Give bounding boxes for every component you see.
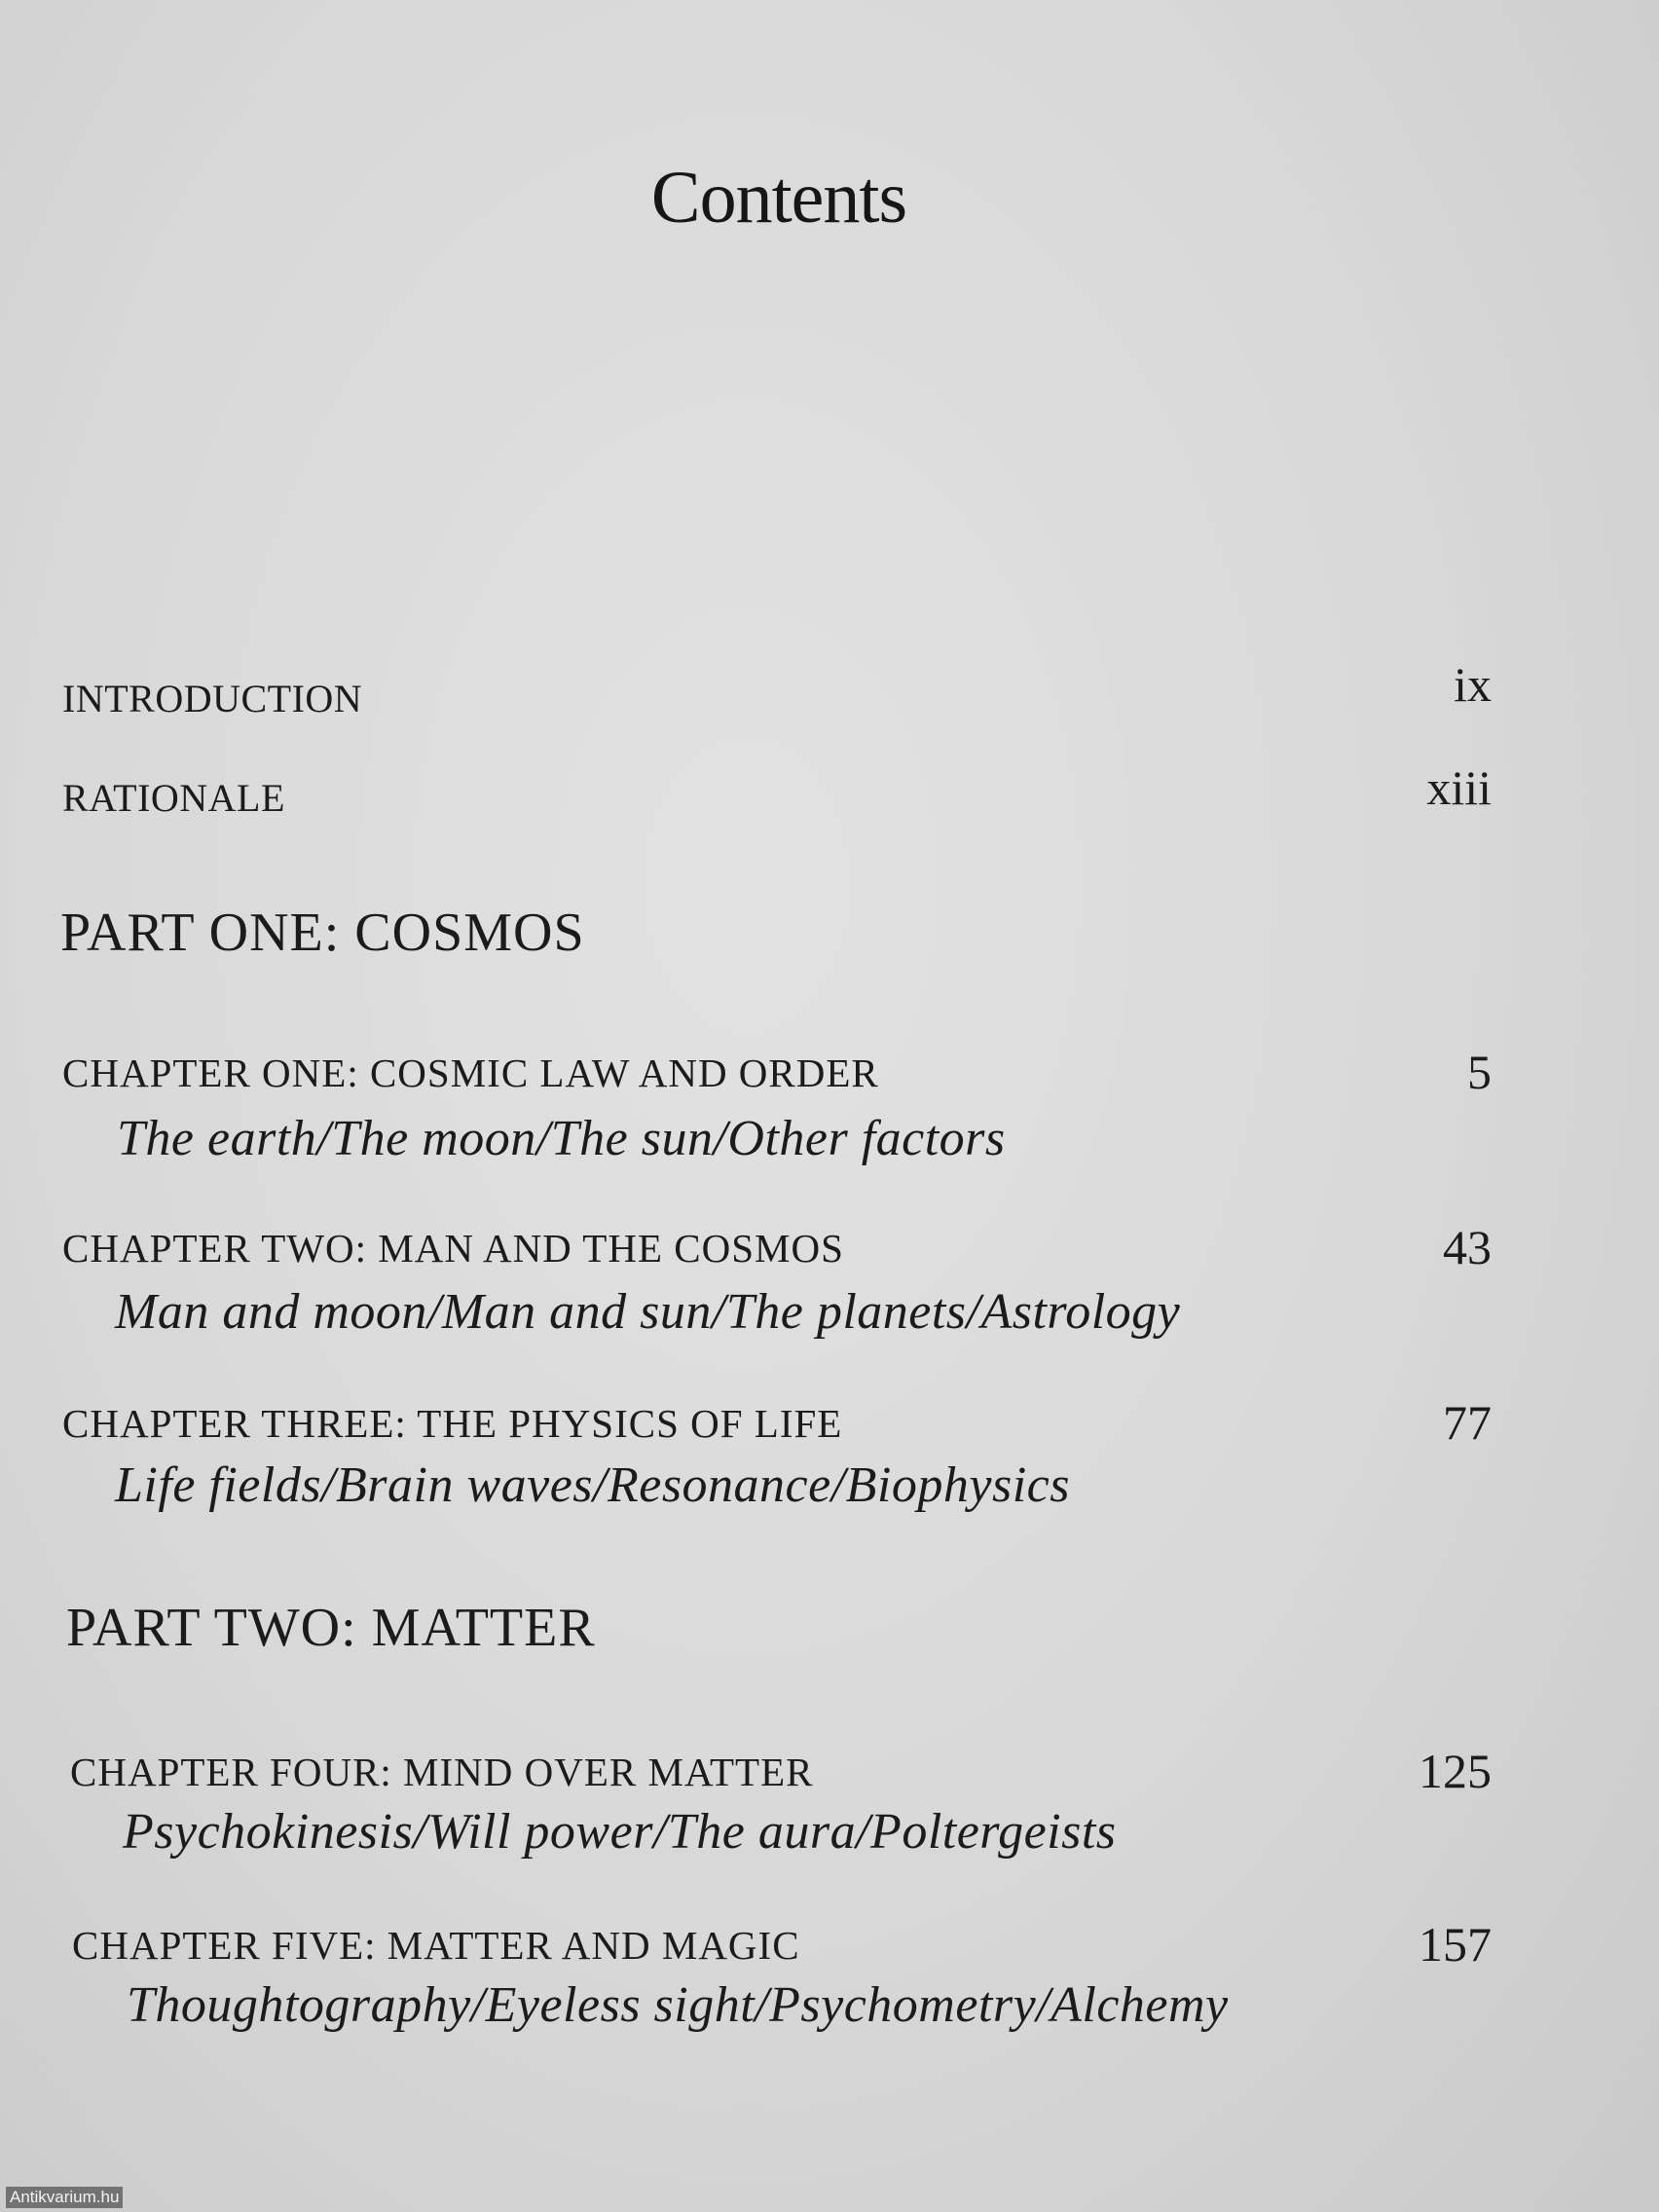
chapter-topics: Man and moon/Man and sun/The planets/Astrology bbox=[115, 1284, 1181, 1340]
chapter-topics: Life fields/Brain waves/Resonance/Biophysics bbox=[115, 1457, 1070, 1513]
chapter-page-number: 125 bbox=[1419, 1744, 1492, 1798]
chapter-label: CHAPTER TWO: MAN AND THE COSMOS bbox=[62, 1226, 844, 1271]
entry-page-number: xiii bbox=[1426, 760, 1492, 815]
chapter-label: CHAPTER FOUR: MIND OVER MATTER bbox=[70, 1750, 814, 1794]
chapter-topics: Psychokinesis/Will power/The aura/Poltergeists bbox=[123, 1804, 1117, 1860]
chapter-page-number: 43 bbox=[1443, 1220, 1492, 1274]
part-heading-cosmos: PART ONE: COSMOS bbox=[60, 903, 585, 963]
entry-page-number: ix bbox=[1454, 657, 1492, 712]
chapter-label: CHAPTER ONE: COSMIC LAW AND ORDER bbox=[62, 1051, 879, 1095]
chapter-page-number: 5 bbox=[1467, 1045, 1492, 1099]
chapter-label: CHAPTER THREE: THE PHYSICS OF LIFE bbox=[62, 1401, 843, 1446]
entry-label: INTRODUCTION bbox=[62, 677, 363, 720]
page-title: Contents bbox=[650, 157, 907, 239]
entry-label: RATIONALE bbox=[62, 776, 285, 820]
chapter-topics: The earth/The moon/The sun/Other factors bbox=[117, 1111, 1006, 1166]
chapter-page-number: 77 bbox=[1443, 1395, 1492, 1450]
part-heading-matter: PART TWO: MATTER bbox=[66, 1598, 596, 1658]
watermark: Antikvarium.hu bbox=[6, 2187, 123, 2208]
chapter-label: CHAPTER FIVE: MATTER AND MAGIC bbox=[72, 1923, 800, 1968]
chapter-topics: Thoughtography/Eyeless sight/Psychometry/Alchemy bbox=[127, 1977, 1229, 2033]
chapter-page-number: 157 bbox=[1419, 1917, 1492, 1972]
